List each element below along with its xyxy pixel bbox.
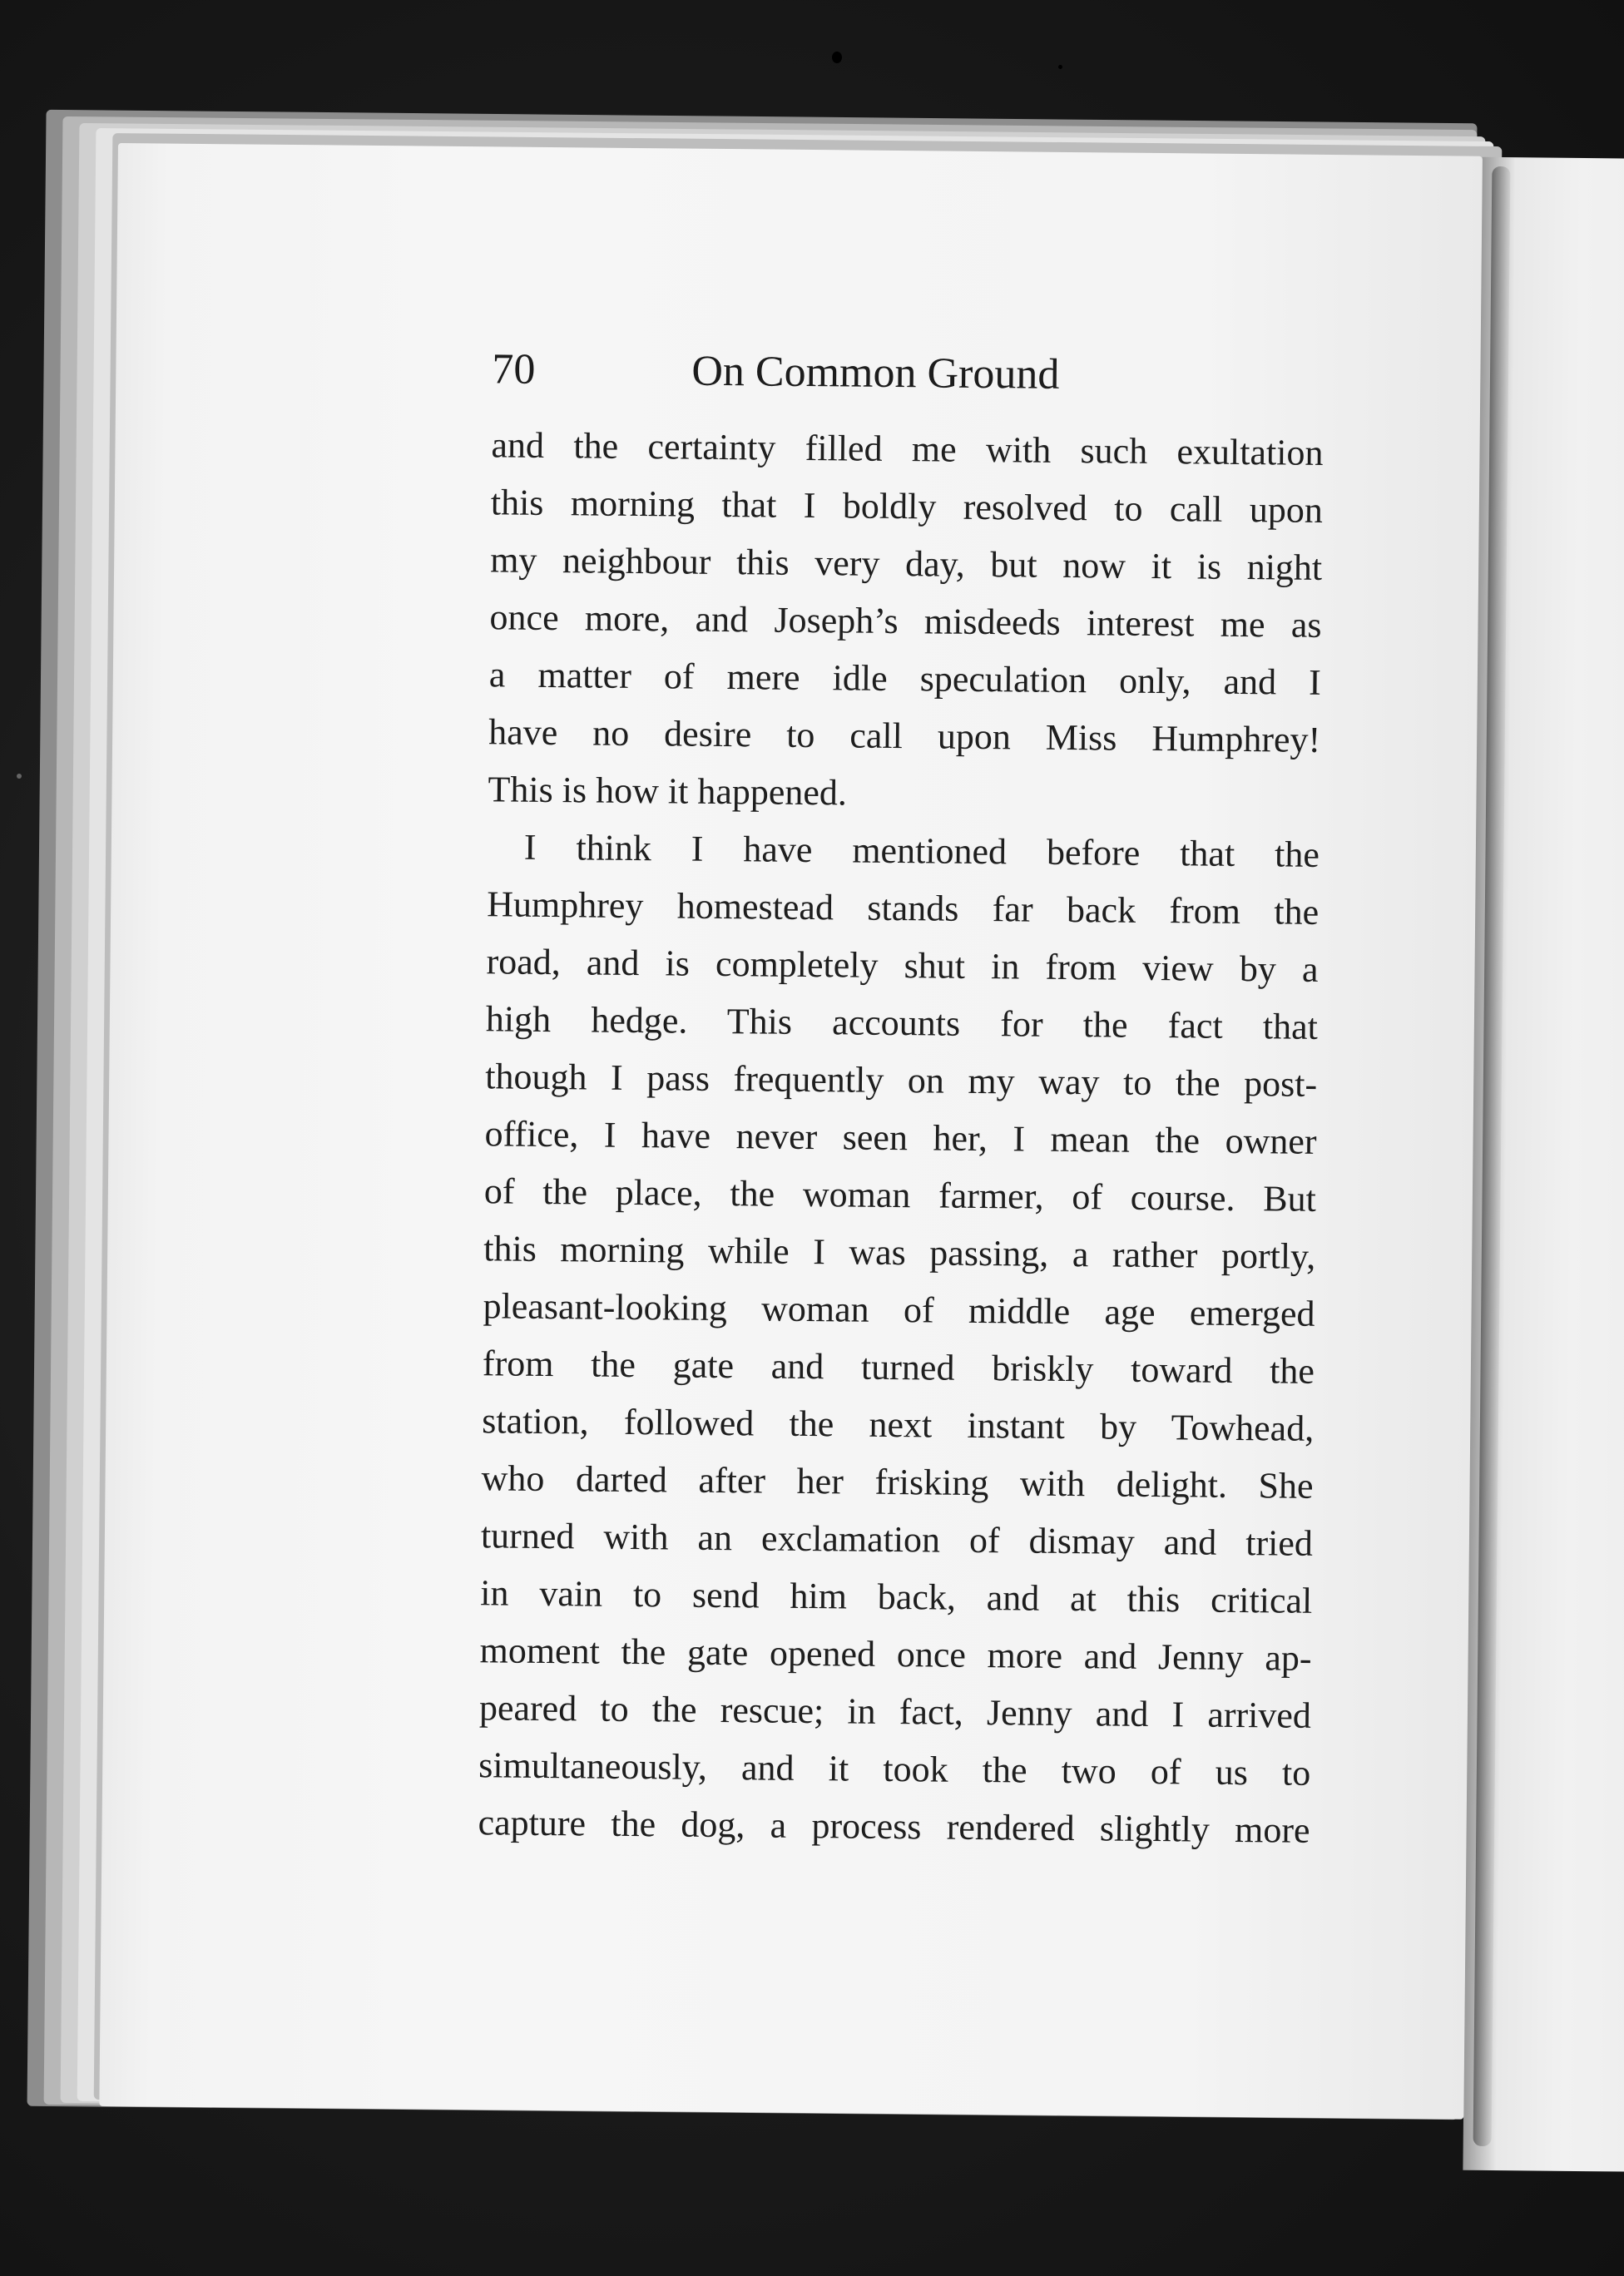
text-line: station, followed the next instant by Towhead, — [482, 1400, 1315, 1449]
text-line: though I pass frequently on my way to the post- — [485, 1056, 1318, 1105]
text-line: who darted after her frisking with delight. She — [481, 1457, 1314, 1507]
text-line: this morning that I boldly resolved to call upon — [490, 482, 1324, 531]
text-line: pleasant-looking woman of middle age emerged — [483, 1285, 1315, 1334]
text-line: of the place, the woman farmer, of course. But — [483, 1170, 1317, 1220]
dust-speck — [832, 52, 842, 63]
text-line: road, and is completely shut in from view by a — [486, 941, 1319, 990]
text-line: moment the gate opened once more and Jenny ap- — [479, 1630, 1312, 1679]
text-line: and the certainty filled me with such exultation — [491, 424, 1324, 473]
text-line: peared to the rescue; in fact, Jenny and I arrived — [478, 1687, 1312, 1736]
book-page — [99, 143, 1483, 2120]
text-line: from the gate and turned briskly toward the — [482, 1343, 1315, 1392]
text-line: a matter of mere idle speculation only, and I — [488, 654, 1322, 703]
text-line: in vain to send him back, and at this critical — [480, 1572, 1313, 1621]
body-text — [478, 416, 1324, 1859]
text-line: have no desire to call upon Miss Humphrey! — [488, 711, 1321, 760]
text-line: This is how it happened. — [488, 769, 848, 814]
book-title: On Common Ground — [691, 347, 1060, 398]
dust-speck — [17, 774, 22, 779]
text-line: once more, and Joseph’s misdeeds interest me as — [489, 596, 1322, 646]
text-line: high hedge. This accounts for the fact that — [485, 998, 1319, 1047]
text-line: turned with an exclamation of dismay and tried — [480, 1515, 1314, 1564]
text-line: my neighbour this very day, but now it is night — [489, 539, 1323, 588]
text-line: capture the dog, a process rendered slightly more — [478, 1802, 1310, 1851]
dust-speck — [1058, 65, 1062, 69]
text-line: simultaneously, and it took the two of us to — [478, 1744, 1311, 1794]
running-head — [492, 344, 1060, 399]
text-line: I think I have mentioned before that the — [523, 826, 1320, 875]
text-line: Humphrey homestead stands far back from the — [487, 883, 1320, 933]
text-line: office, I have never seen her, I mean the owner — [484, 1113, 1317, 1162]
text-line: this morning while I was passing, a rather portly, — [483, 1228, 1316, 1277]
page-number: 70 — [492, 345, 536, 393]
